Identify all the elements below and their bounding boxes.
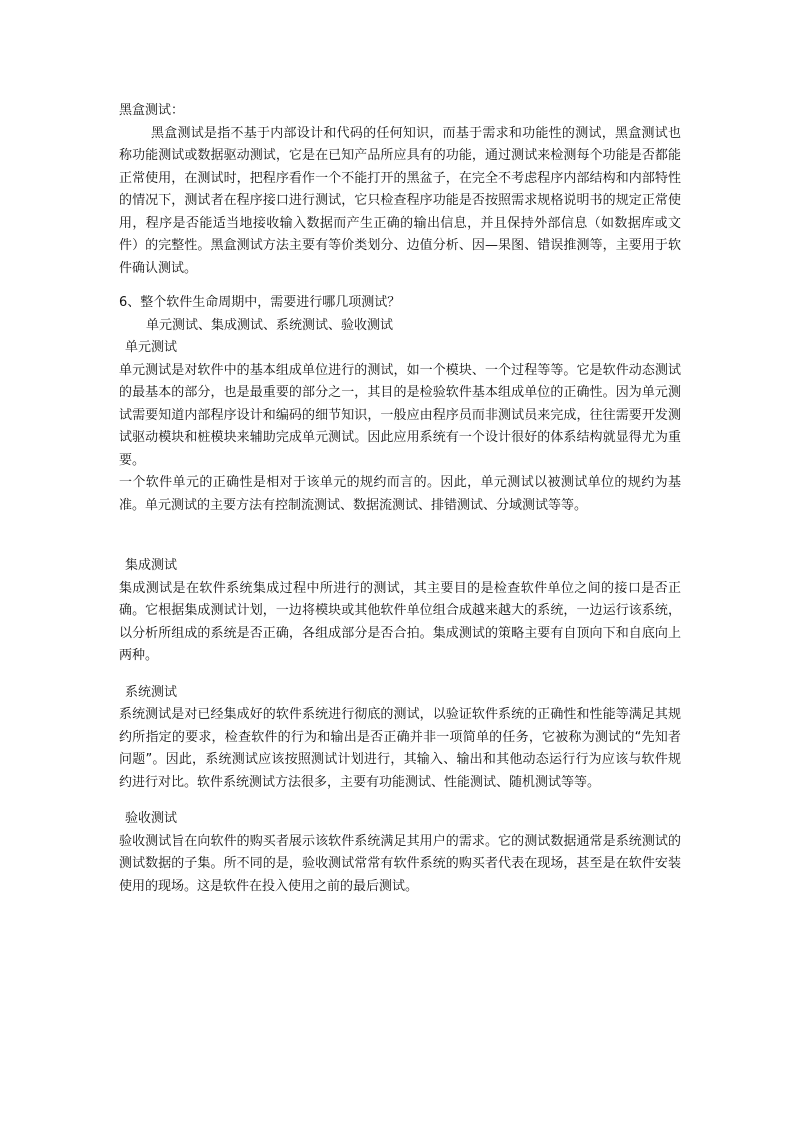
system-test-body: 系统测试是对已经集成好的软件系统进行彻底的测试，以验证软件系统的正确性和性能等满足其规约所指定的要求，检查软件的行为和输出是否正确并非一项简单的任务，它被称为测试的“先知者问题”。因此，系统测试应该按照测试计划进行，其输入、输出和其他动态运行行为应该与软件规约进行对比。软件系统测试方法很多，主要有功能测试、性能测试、随机测试等等。 bbox=[119, 707, 681, 790]
section-acceptance-test bbox=[119, 808, 681, 898]
section-unit-test bbox=[119, 337, 681, 517]
unit-test-heading: 单元测试 bbox=[125, 340, 178, 355]
section-black-box bbox=[119, 100, 681, 280]
section-question-6 bbox=[119, 292, 681, 337]
section-system-test bbox=[119, 682, 681, 795]
question-6-answer: 单元测试、集成测试、系统测试、验收测试 bbox=[146, 317, 394, 333]
system-test-heading: 系统测试 bbox=[125, 684, 178, 700]
unit-test-body-1: 单元测试是对软件中的基本组成单位进行的测试，如一个模块、一个过程等等。它是软件动态测试的最基本的部分，也是最重要的部分之一，其目的是检验软件基本组成单位的正确性。因为单元测试需要知道内部程序设计和编码的细节知识，一般应由程序员而非测试员来完成，往往需要开发测试驱动模块和桩模块来辅助完成单元测试。因此应用系统有一个设计很好的体系结构就显得尤为重要。 bbox=[119, 362, 681, 468]
question-6-text: 6、整个软件生命周期中，需要进行哪几项测试？ bbox=[119, 295, 401, 310]
section-integration-test bbox=[119, 555, 681, 668]
integration-test-body: 集成测试是在软件系统集成过程中所进行的测试，其主要目的是检查软件单位之间的接口是否正确。它根据集成测试计划，一边将模块或其他软件单位组合成越来越大的系统，一边运行该系统，以分析所组成的系统是否正确，各组成部分是否合拍。集成测试的策略主要有自顶向下和自底向上两种。 bbox=[119, 580, 681, 663]
black-box-body: 黑盒测试是指不基于内部设计和代码的任何知识，而基于需求和功能性的测试，黑盒测试也称功能测试或数据驱动测试，它是在已知产品所应具有的功能，通过测试来检测每个功能是否都能正常使用，在测试时，把程序看作一个不能打开的黑盆子，在完全不考虑程序内部结构和内部特性的情况下，测试者在程序接口进行测试，它只检查程序功能是否按照需求规格说明书的规定正常使用，程序是否能适当地接收输入数据而产生正确的输出信息，并且保持外部信息（如数据库或文件）的完整性。黑盒测试方法主要有等价类划分、边值分析、因—果图、错误推测等，主要用于软件确认测试。 bbox=[119, 125, 681, 276]
document-page bbox=[119, 100, 681, 898]
integration-test-heading: 集成测试 bbox=[125, 558, 178, 573]
acceptance-test-heading: 验收测试 bbox=[125, 811, 178, 826]
black-box-heading: 黑盒测试： bbox=[119, 103, 185, 118]
acceptance-test-body: 验收测试旨在向软件的购买者展示该软件系统满足其用户的需求。它的测试数据通常是系统测试的测试数据的子集。所不同的是，验收测试常常有软件系统的购买者代表在现场，甚至是在软件安装使用的现场。这是软件在投入使用之前的最后测试。 bbox=[119, 833, 681, 894]
unit-test-body-2: 一个软件单元的正确性是相对于该单元的规约而言的。因此，单元测试以被测试单位的规约为基准。单元测试的主要方法有控制流测试、数据流测试、排错测试、分域测试等等。 bbox=[119, 475, 681, 513]
